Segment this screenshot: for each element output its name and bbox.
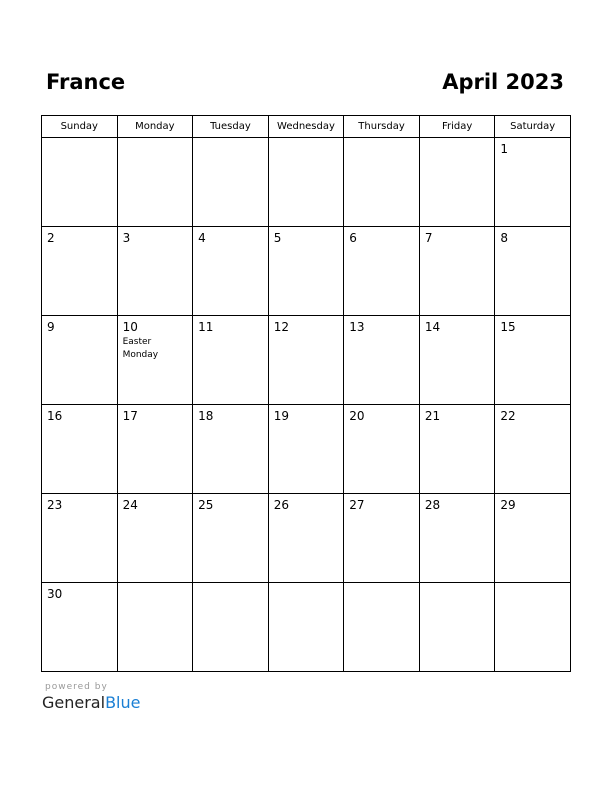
day-number: 15	[500, 320, 516, 334]
day-number	[193, 583, 268, 588]
weekday-header: Tuesday	[193, 116, 269, 138]
day-cell	[193, 316, 269, 405]
holiday-label: Easter Monday	[122, 337, 159, 360]
day-number: 2	[47, 231, 55, 245]
day-number	[118, 138, 193, 143]
day-cell	[344, 138, 420, 227]
day-number: 26	[273, 498, 289, 512]
day-number	[420, 583, 495, 588]
day-number: 28	[424, 498, 441, 512]
day-number: 6	[349, 231, 357, 245]
country-title: France	[46, 70, 126, 94]
day-cell	[42, 494, 118, 583]
day-cell	[419, 138, 495, 227]
day-cell	[42, 583, 118, 672]
day-cell	[42, 316, 118, 405]
day-number: 30	[47, 587, 63, 601]
day-number: 21	[424, 409, 441, 423]
day-number: 7	[424, 231, 433, 245]
day-cell	[344, 494, 420, 583]
day-number: 17	[122, 409, 138, 423]
day-cell	[495, 583, 571, 672]
day-number: 27	[349, 498, 365, 512]
day-number: 12	[273, 320, 289, 334]
weekday-header: Wednesday	[268, 116, 344, 138]
day-number: 20	[349, 409, 365, 423]
day-cell	[344, 227, 420, 316]
day-number: 9	[47, 320, 55, 334]
day-cell	[268, 494, 344, 583]
day-number: 13	[349, 320, 365, 334]
weekday-header: Sunday	[42, 116, 118, 138]
day-number	[495, 583, 570, 588]
day-number: 10	[122, 320, 138, 334]
week-row	[42, 583, 571, 672]
calendar-grid	[41, 115, 571, 672]
day-number: 22	[500, 409, 516, 423]
day-cell	[268, 227, 344, 316]
day-number	[42, 138, 117, 143]
day-cell	[495, 316, 571, 405]
day-cell	[495, 494, 571, 583]
day-cell	[344, 583, 420, 672]
day-number	[269, 583, 344, 588]
day-cell	[193, 227, 269, 316]
day-cell	[117, 138, 193, 227]
day-cell	[117, 405, 193, 494]
day-number: 23	[47, 498, 63, 512]
day-cell	[419, 494, 495, 583]
day-cell	[193, 494, 269, 583]
day-number	[344, 138, 419, 143]
day-cell	[42, 405, 118, 494]
day-number: 18	[198, 409, 214, 423]
day-cell	[419, 227, 495, 316]
day-cell	[495, 405, 571, 494]
day-number: 3	[122, 231, 131, 245]
day-cell	[268, 316, 344, 405]
day-number	[269, 138, 344, 143]
day-number: 1	[500, 142, 509, 156]
week-row	[42, 405, 571, 494]
day-number	[420, 138, 495, 143]
brand-logo[interactable]	[42, 693, 140, 712]
day-number: 11	[198, 320, 214, 334]
week-row	[42, 494, 571, 583]
day-cell	[117, 583, 193, 672]
day-cell	[419, 583, 495, 672]
day-cell	[117, 227, 193, 316]
month-year-title: April 2023	[442, 70, 564, 94]
day-number	[118, 583, 193, 588]
day-cell	[268, 583, 344, 672]
day-cell	[193, 583, 269, 672]
week-row	[42, 138, 571, 227]
day-number: 4	[198, 231, 206, 245]
day-cell	[268, 405, 344, 494]
week-row	[42, 227, 571, 316]
day-number: 16	[47, 409, 63, 423]
powered-by-text: powered by	[45, 682, 108, 692]
day-cell	[193, 138, 269, 227]
day-cell	[495, 138, 571, 227]
day-number: 14	[424, 320, 441, 334]
day-cell	[344, 316, 420, 405]
day-number	[344, 583, 419, 588]
day-cell	[495, 227, 571, 316]
day-number	[193, 138, 268, 143]
day-cell	[117, 494, 193, 583]
weekday-header: Friday	[419, 116, 495, 138]
day-cell	[419, 316, 495, 405]
day-number: 25	[198, 498, 214, 512]
weekday-header: Thursday	[344, 116, 420, 138]
footer	[42, 682, 140, 712]
day-number: 29	[500, 498, 516, 512]
weekday-header: Saturday	[495, 116, 571, 138]
brand-name-part1: General	[42, 693, 106, 712]
weekday-header-row	[42, 116, 571, 138]
weekday-header: Monday	[117, 116, 193, 138]
day-number: 19	[273, 409, 289, 423]
week-row	[42, 316, 571, 405]
day-cell	[419, 405, 495, 494]
day-cell	[42, 227, 118, 316]
brand-name-part2: Blue	[105, 693, 141, 712]
day-cell	[268, 138, 344, 227]
day-number: 8	[500, 231, 509, 245]
day-cell	[117, 316, 193, 405]
day-number: 5	[273, 231, 282, 245]
day-number: 24	[122, 498, 138, 512]
day-cell	[344, 405, 420, 494]
day-cell	[42, 138, 118, 227]
day-cell	[193, 405, 269, 494]
